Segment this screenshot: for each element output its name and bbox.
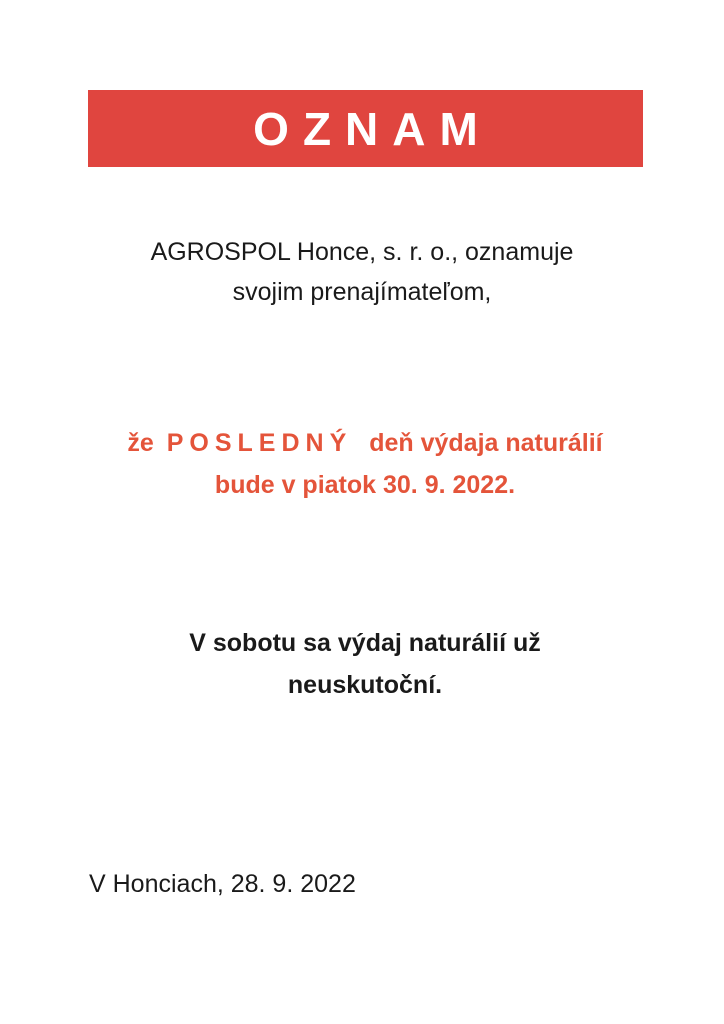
notice-paragraph xyxy=(0,422,724,506)
notice-line-2: bude v piatok 30. 9. 2022. xyxy=(214,471,516,499)
closing-paragraph xyxy=(0,622,724,706)
notice-emphasis: POSLEDNÝ xyxy=(166,429,353,457)
notice-line-1-rest: deň výdaja naturálií xyxy=(369,429,603,457)
intro-line-2: svojim prenajímateľom, xyxy=(232,278,492,306)
banner-title: OZNAM xyxy=(253,102,492,155)
notice-line-1 xyxy=(0,422,724,464)
notice-prefix: že xyxy=(127,429,154,457)
intro-paragraph xyxy=(0,232,724,312)
closing-line-1: V sobotu sa výdaj naturálií už xyxy=(189,629,541,657)
place-date-signoff: V Honciach, 28. 9. 2022 xyxy=(89,870,356,898)
closing-line-2: neuskutoční. xyxy=(287,671,443,699)
title-banner xyxy=(88,90,643,167)
intro-line-1: AGROSPOL Honce, s. r. o., oznamuje xyxy=(150,238,574,266)
